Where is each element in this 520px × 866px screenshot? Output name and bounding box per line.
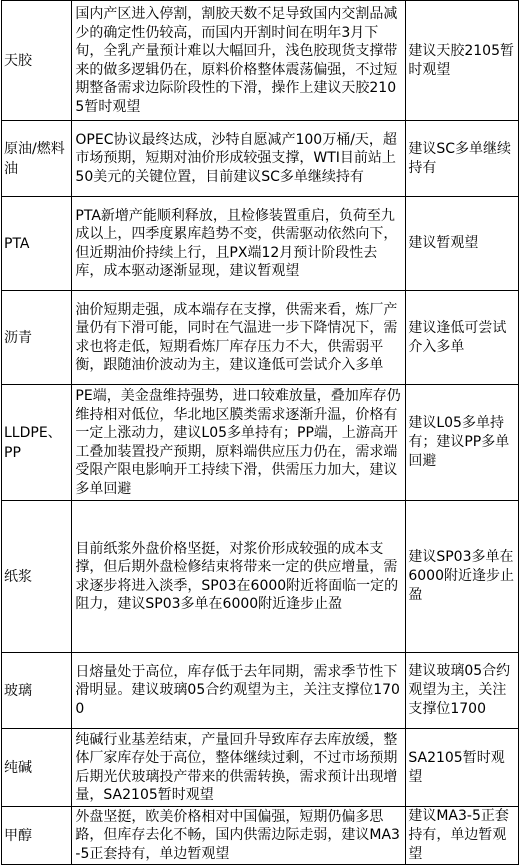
advice-text: 建议SC多单继续持有 bbox=[406, 121, 519, 197]
commodity-name: 甲醇 bbox=[2, 807, 72, 865]
advice-text: 建议玻璃05合约观望为主，关注支撑位1700 bbox=[406, 653, 519, 729]
analysis-text: 目前纸浆外盘价格坚挺，对浆价形成较强的成本支撑，但后期外盘检修结束将带来一定的供应增量，需求逐步将进入淡季，SP03在6000附近将面临一定的阻力，建议SP03多单在6000附近逢步止盈 bbox=[72, 501, 406, 653]
commodity-name: 天胶 bbox=[2, 1, 72, 121]
commodity-name: 纯碱 bbox=[2, 729, 72, 807]
table-row bbox=[2, 501, 519, 653]
commodity-name: 沥青 bbox=[2, 291, 72, 385]
advice-text: 建议L05多单持有；建议PP多单回避 bbox=[406, 385, 519, 501]
table-row bbox=[2, 385, 519, 501]
analysis-text: 纯碱行业基差结束，产量回升导致库存去库放缓，整体厂家库存处于高位，整体继续过剩，不过市场预期后期光伏玻璃投产带来的供需转换，需求预计出现增量，SA2105暂时观望 bbox=[72, 729, 406, 807]
analysis-text: 外盘坚挺，欧美价格相对中国偏强，短期仍偏多思路，但库存去化不畅，国内供需边际走弱，建议MA3-5正套持有，单边暂观望 bbox=[72, 807, 406, 865]
table-row bbox=[2, 121, 519, 197]
commodity-name: LLDPE、PP bbox=[2, 385, 72, 501]
table-row bbox=[2, 653, 519, 729]
commodity-name: PTA bbox=[2, 197, 72, 291]
commodity-name: 纸浆 bbox=[2, 501, 72, 653]
table-row bbox=[2, 197, 519, 291]
advice-text: 建议天胶2105暂时观望 bbox=[406, 1, 519, 121]
commodity-name: 玻璃 bbox=[2, 653, 72, 729]
advice-text: 建议逢低可尝试介入多单 bbox=[406, 291, 519, 385]
table-row bbox=[2, 729, 519, 807]
analysis-text: PE端，美金盘维持强势，进口较难放量，叠加库存仍维持相对低位，华北地区膜类需求逐渐升温，价格有一定上涨动力，建议L05多单持有；PP端，上游高开工叠加装置投产预期，原料端供应压力仍在，需求端受限产限电影响开工持续下滑，供需压力加大，建议多单回避 bbox=[72, 385, 406, 501]
analysis-text: OPEC协议最终达成，沙特自愿减产100万桶/天，超市场预期，短期对油价形成较强支撑，WTI目前站上50美元的关键位置，目前建议SC多单继续持有 bbox=[72, 121, 406, 197]
table-row bbox=[2, 1, 519, 121]
table-row bbox=[2, 291, 519, 385]
analysis-text: PTA新增产能顺利释放，且检修装置重启，负荷至九成以上，四季度累库趋势不变，供需驱动依然向下，但近期油价持续上行，且PX端12月预计阶段性去库，成本驱动逐渐显现，建议暂观望 bbox=[72, 197, 406, 291]
analysis-text: 日熔量处于高位，库存低于去年同期，需求季节性下滑明显。建议玻璃05合约观望为主，关注支撑位1700 bbox=[72, 653, 406, 729]
advice-text: 建议MA3-5正套持有，单边暂观望 bbox=[406, 807, 519, 865]
advice-text: 建议SP03多单在6000附近逢步止盈 bbox=[406, 501, 519, 653]
commodity-strategy-table bbox=[1, 0, 519, 865]
advice-text: 建议暂观望 bbox=[406, 197, 519, 291]
advice-text: SA2105暂时观望 bbox=[406, 729, 519, 807]
commodity-name: 原油/燃料油 bbox=[2, 121, 72, 197]
analysis-text: 国内产区进入停割，割胶天数不足导致国内交割品减少的确定性仍较高，而国内开割时间在明年3月下旬，全乳产量预计难以大幅回升，浅色胶现货支撑带来的做多逻辑仍在，原料价格整体震荡偏强，不过短期整备需求边际阶段性的下滑，操作上建议天胶2105暂时观望 bbox=[72, 1, 406, 121]
table-row bbox=[2, 807, 519, 865]
analysis-text: 油价短期走强，成本端存在支撑，供需来看，炼厂产量仍有下滑可能，同时在气温进一步下降情况下，需求也将走低，短期看炼厂库存压力不大，供需弱平衡，跟随油价波动为主，建议逢低可尝试介入多单 bbox=[72, 291, 406, 385]
